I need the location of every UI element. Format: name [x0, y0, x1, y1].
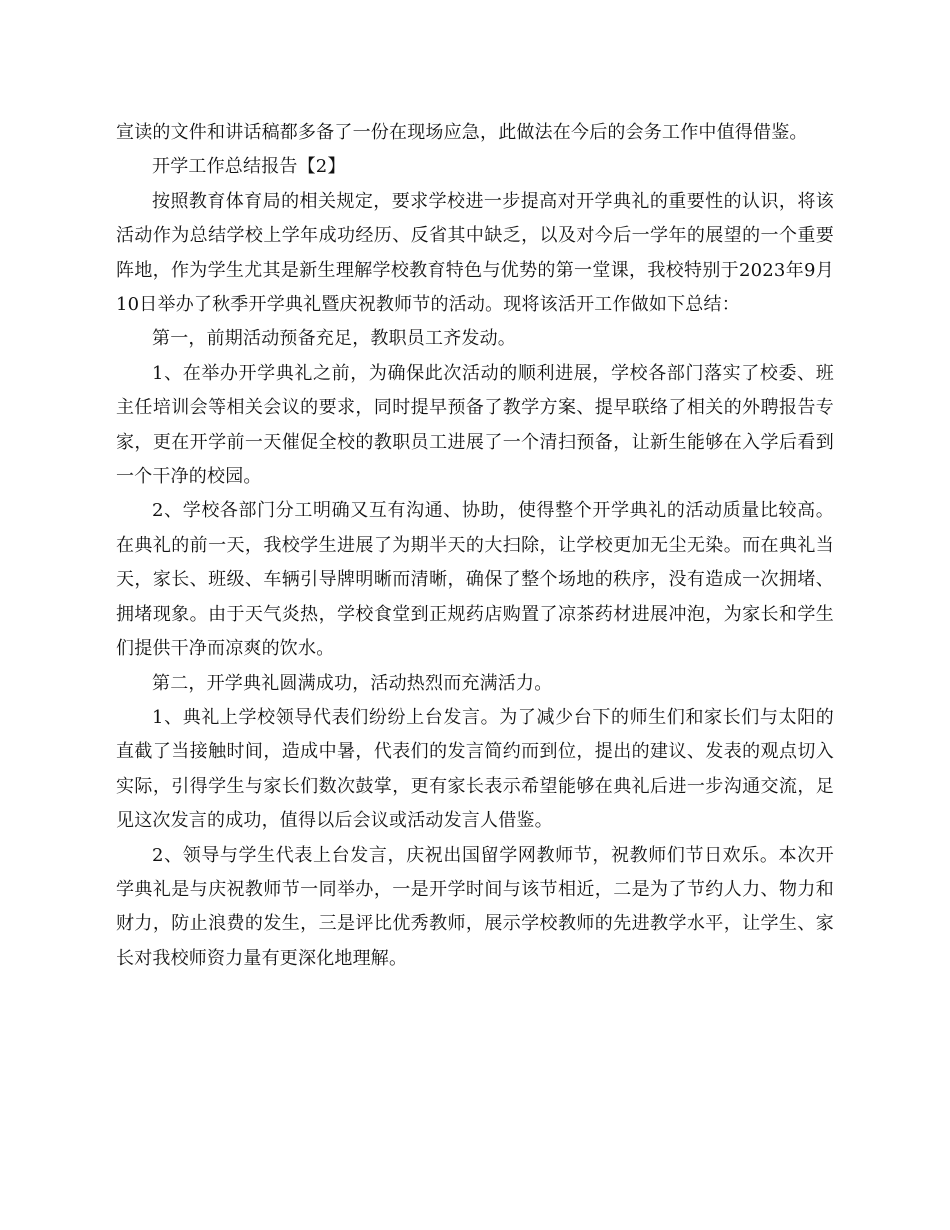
- paragraph-1-2: 2、学校各部门分工明确又互有沟通、协助，使得整个开学典礼的活动质量比较高。在典礼的前一天，我校学生进展了为期半天的大扫除，让学校更加无尘无染。而在典礼当天，家长、班级、车辆引导牌明晰而清晰，确保了整个场地的秩序，没有造成一次拥堵、拥堵现象。由于天气炎热，学校食堂到正规药店购置了凉茶药材进展冲泡，为家长和学生们提供干净而凉爽的饮水。: [116, 500, 834, 660]
- paragraph-2-1: 1、典礼上学校领导代表们纷纷上台发言。为了减少台下的师生们和家长们与太阳的直截了当接触时间，造成中暑，代表们的发言简约而到位，提出的建议、发表的观点切入实际，引得学生与家长们数次鼓掌，更有家长表示希望能够在典礼后进一步沟通交流，足见这次发言的成功，值得以后会议或活动发言人借鉴。: [116, 706, 834, 832]
- paragraph-continuation: 宣读的文件和讲话稿都多备了一份在现场应急，此做法在今后的会务工作中值得借鉴。: [116, 122, 808, 143]
- paragraph-1-1: 1、在举办开学典礼之前，为确保此次活动的顺利进展，学校各部门落实了校委、班主任培训会等相关会议的要求，同时提早预备了教学方案、提早联络了相关的外聘报告专家，更在开学前一天催促全校的教职员工进展了一个清扫预备，让新生能够在入学后看到一个干净的校园。: [116, 362, 834, 488]
- document-page: [116, 116, 834, 976]
- point-heading-1: 第一，前期活动预备充足，教职员工齐发动。: [152, 328, 516, 350]
- point-heading-2: 第二，开学典礼圆满成功，活动热烈而充满活力。: [152, 672, 553, 694]
- section-heading: 开学工作总结报告【2】: [152, 156, 346, 178]
- paragraph-intro: 按照教育体育局的相关规定，要求学校进一步提高对开学典礼的重要性的认识，将该活动作为总结学校上学年成功经历、反省其中缺乏，以及对今后一学年的展望的一个重要阵地，作为学生尤其是新生理解学校教育特色与优势的第一堂课，我校特别于2023年9月10日举办了秋季开学典礼暨庆祝教师节的活动。现将该活开工作做如下总结：: [116, 190, 834, 316]
- paragraph-2-2: 2、领导与学生代表上台发言，庆祝出国留学网教师节，祝教师们节日欢乐。本次开学典礼是与庆祝教师节一同举办，一是开学时间与该节相近，二是为了节约人力、物力和财力，防止浪费的发生，三是评比优秀教师，展示学校教师的先进教学水平，让学生、家长对我校师资力量有更深化地理解。: [116, 844, 834, 969]
